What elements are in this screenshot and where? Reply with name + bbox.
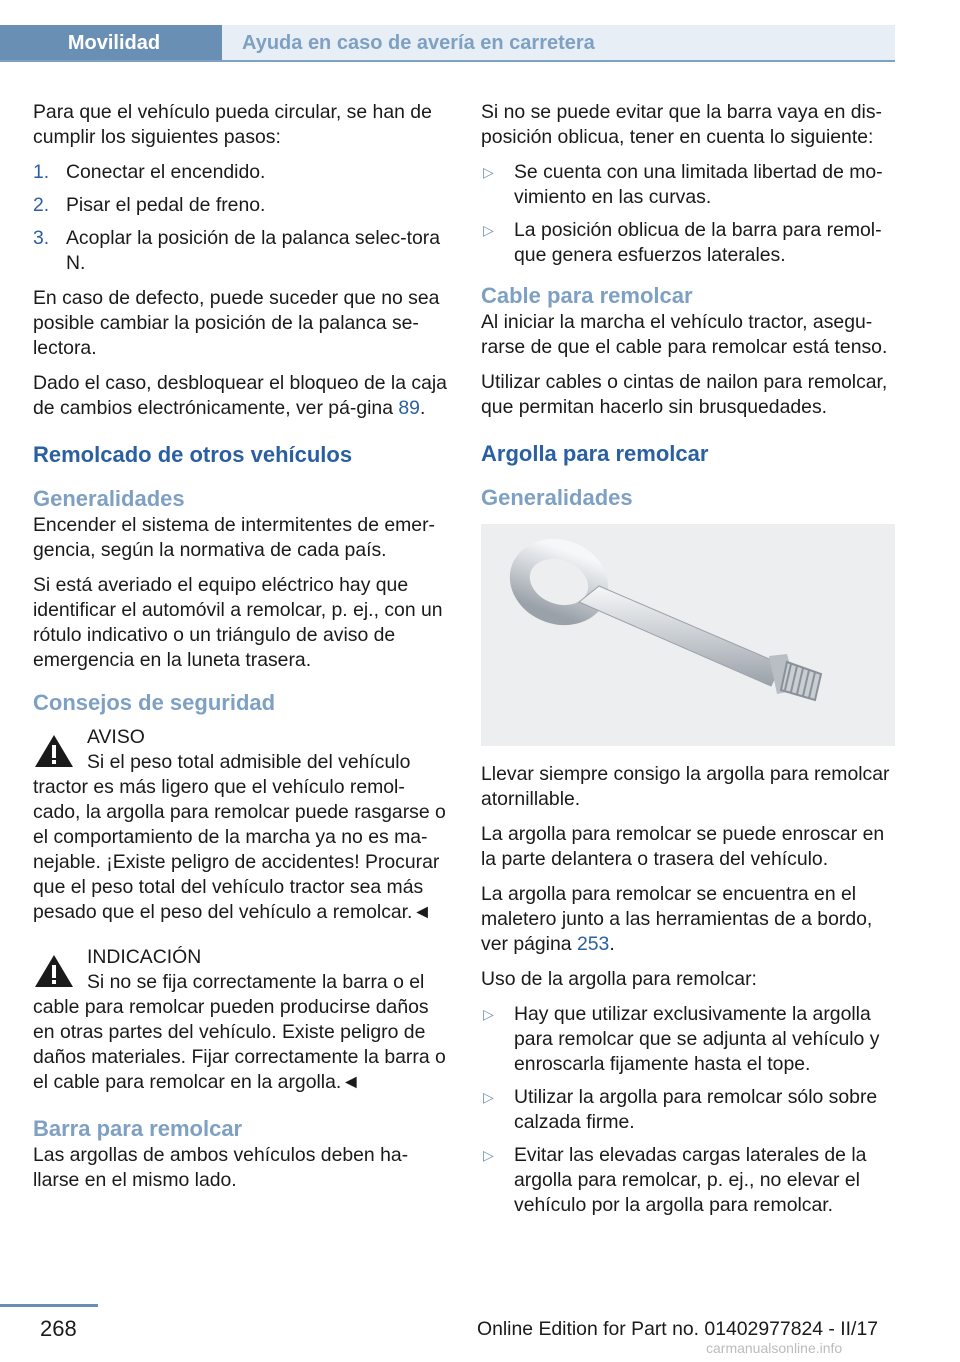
usage-intro: Uso de la argolla para remolcar: bbox=[481, 968, 757, 990]
page-link-89[interactable]: 89 bbox=[398, 397, 420, 419]
list-item-text: Evitar las elevadas cargas laterales de la argolla para remolcar, p. ej., no elevar el vehículo por la argolla para remolcar. bbox=[514, 1144, 867, 1216]
triangle-bullet-icon: ▷ bbox=[483, 1006, 494, 1022]
eye-paragraph-3: La argolla para remolcar se encuentra en el maletero junto a las herramientas de a bordo, ver página 253. bbox=[481, 883, 873, 955]
header-divider bbox=[0, 60, 895, 62]
section-tab: Movilidad bbox=[0, 25, 222, 61]
general-paragraph-1: Encender el sistema de intermitentes de emer-gencia, según la normativa de cada país. bbox=[33, 514, 436, 561]
page-link-253[interactable]: 253 bbox=[576, 933, 610, 955]
tow-eye-illustration bbox=[481, 524, 895, 746]
heading-tow-cable: Cable para remolcar bbox=[481, 283, 693, 308]
triangle-bullet-icon: ▷ bbox=[483, 1147, 494, 1163]
tow-bar-paragraph: Las argollas de ambos vehículos deben ha-llarse en el mismo lado. bbox=[33, 1144, 409, 1191]
step-text: Acoplar la posición de la palanca selec-tora N. bbox=[66, 227, 441, 274]
steps-intro: Para que el vehículo pueda circular, se han de cumplir los siguientes pasos: bbox=[33, 101, 432, 148]
step-number: 2. bbox=[33, 194, 50, 216]
list-item bbox=[33, 160, 447, 185]
steps-list bbox=[33, 160, 447, 276]
general-paragraph-2: Si está averiado el equipo eléctrico hay que identificar el automóvil a remolcar, p. ej., con un rótulo indicativo o un triángulo de aviso de emergencia en la luneta trasera. bbox=[33, 574, 443, 671]
defect-paragraph: En caso de defecto, puede suceder que no sea posible cambiar la posición de la palanca se-lectora. bbox=[33, 287, 440, 359]
list-item bbox=[481, 1002, 895, 1077]
chapter-tab: Ayuda en caso de avería en carretera bbox=[222, 25, 895, 61]
step-number: 3. bbox=[33, 227, 50, 249]
watermark: carmanualsonline.info bbox=[706, 1340, 843, 1356]
page-number: 268 bbox=[40, 1316, 77, 1341]
list-item bbox=[481, 1085, 895, 1135]
heading-towing-others: Remolcado de otros vehículos bbox=[33, 442, 353, 467]
triangle-bullet-icon: ▷ bbox=[483, 164, 494, 180]
heading-general: Generalidades bbox=[33, 486, 185, 511]
list-item bbox=[481, 218, 895, 268]
triangle-bullet-icon: ▷ bbox=[483, 222, 494, 238]
list-item bbox=[33, 193, 447, 218]
warning-kicker: INDICACIÓN bbox=[87, 946, 202, 968]
warning-box-indicacion bbox=[33, 945, 447, 1095]
cable-paragraph-1: Al iniciar la marcha el vehículo tractor, asegu-rarse de que el cable para remolcar está tenso. bbox=[481, 311, 888, 358]
edition-note: Online Edition for Part no. 01402977824 - II/17 bbox=[477, 1318, 879, 1340]
list-item bbox=[481, 160, 895, 210]
heading-tow-bar: Barra para remolcar bbox=[33, 1116, 243, 1141]
unlock-paragraph: Dado el caso, desbloquear el bloqueo de la caja de cambios electrónicamente, ver pá-gina 89. bbox=[33, 372, 447, 419]
eye-paragraph-1: Llevar siempre consigo la argolla para remolcar atornillable. bbox=[481, 763, 890, 810]
warning-kicker: AVISO bbox=[87, 726, 145, 748]
warning-text: Si no se fija correctamente la barra o el cable para remolcar pueden producirse daños en otras partes del vehículo. Existe peligro de daños materiales. Fijar correctamente la barra o el cable para remolcar en la argolla.◄ bbox=[33, 971, 446, 1093]
heading-tow-eye: Argolla para remolcar bbox=[481, 441, 709, 466]
tow-eye-image bbox=[481, 524, 895, 746]
eye-paragraph-2: La argolla para remolcar se puede enroscar en la parte delantera o trasera del vehículo. bbox=[481, 823, 885, 870]
heading-general: Generalidades bbox=[481, 485, 633, 510]
warning-box-aviso bbox=[33, 725, 447, 925]
step-number: 1. bbox=[33, 161, 50, 183]
triangle-bullet-icon: ▷ bbox=[483, 1089, 494, 1105]
step-text: Conectar el encendido. bbox=[66, 161, 266, 183]
step-text: Pisar el pedal de freno. bbox=[66, 194, 266, 216]
list-item-text: La posición oblicua de la barra para remol-que genera esfuerzos laterales. bbox=[514, 219, 882, 266]
list-item-text: Utilizar la argolla para remolcar sólo sobre calzada firme. bbox=[514, 1086, 878, 1133]
oblique-list bbox=[481, 160, 895, 268]
oblique-intro: Si no se puede evitar que la barra vaya en dis-posición oblicua, tener en cuenta lo siguiente: bbox=[481, 101, 882, 148]
list-item bbox=[481, 1143, 895, 1218]
right-column bbox=[481, 100, 895, 1228]
page-header bbox=[0, 0, 960, 62]
usage-list bbox=[481, 1002, 895, 1218]
list-item bbox=[33, 226, 447, 276]
cable-paragraph-2: Utilizar cables o cintas de nailon para remolcar, que permitan hacerlo sin brusquedades. bbox=[481, 371, 888, 418]
warning-triangle-icon bbox=[33, 733, 75, 769]
warning-text: Si el peso total admisible del vehículo tractor es más ligero que el vehículo remol-cado, la argolla para remolcar puede rasgarse o el comportamiento de la marcha ya no es ma-nejable. ¡Existe peligro de accidentes! Procurar que el peso total del vehículo tractor sea más pesado que el peso del vehículo a remolcar.◄ bbox=[33, 751, 446, 923]
unlock-text: Dado el caso, desbloquear el bloqueo de la caja de cambios electrónicamente, ver pá-gina bbox=[33, 372, 447, 419]
list-item-text: Se cuenta con una limitada libertad de mo-vimiento en las curvas. bbox=[514, 161, 883, 208]
warning-triangle-icon bbox=[33, 953, 75, 989]
left-column bbox=[33, 100, 447, 1203]
footer-divider bbox=[0, 1304, 98, 1307]
eye-paragraph-3-text: La argolla para remolcar se encuentra en el maletero junto a las herramientas de a bordo, ver página bbox=[481, 883, 873, 955]
list-item-text: Hay que utilizar exclusivamente la argolla para remolcar que se adjunta al vehículo y enroscarla fijamente hasta el tope. bbox=[514, 1003, 880, 1075]
heading-safety: Consejos de seguridad bbox=[33, 690, 276, 715]
